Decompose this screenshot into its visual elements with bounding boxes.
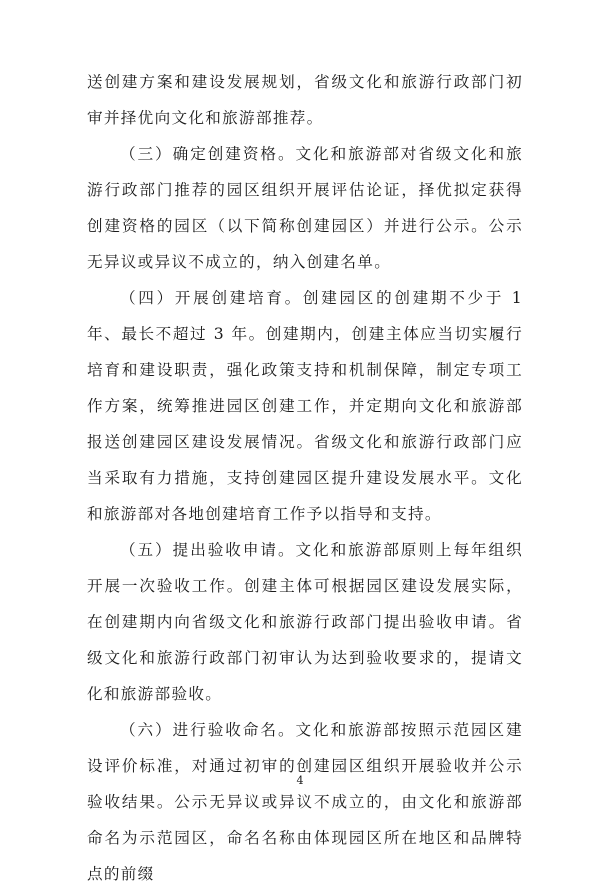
paragraph-continuation: 送创建方案和建设发展规划，省级文化和旅游行政部门初审并择优向文化和旅游部推荐。 [87, 73, 523, 127]
paragraph-cultivation: （四）开展创建培育。创建园区的创建期不少于 1 年、最长不超过 3 年。创建期内，创建主体应当切实履行培育和建设职责，强化政策支持和机制保障，制定专项工作方案，统筹推进园区创建工作，并定期向文化和旅游部报送创建园区建设发展情况。省级文化和旅游行政部门应当采取有力措施，支持创建园区提升建设发展水平。文化和旅游部对各地创建培育工作予以指导和支持。 [87, 289, 523, 523]
paragraph-acceptance-naming: （六）进行验收命名。文化和旅游部按照示范园区建设评价标准，对通过初审的创建园区组织开展验收并公示验收结果。公示无异议或异议不成立的，由文化和旅游部命名为示范园区，命名名称由体现园区所在地区和品牌特点的前缀 [87, 721, 523, 883]
paragraph-acceptance-application: （五）提出验收申请。文化和旅游部原则上每年组织开展一次验收工作。创建主体可根据园区建设发展实际，在创建期内向省级文化和旅游行政部门提出验收申请。省级文化和旅游行政部门初审认为达到验收要求的，提请文化和旅游部验收。 [87, 541, 523, 703]
document-body [87, 64, 523, 892]
page-number: 4 [296, 774, 304, 787]
paragraph-confirm-qualification: （三）确定创建资格。文化和旅游部对省级文化和旅游行政部门推荐的园区组织开展评估论证，择优拟定获得创建资格的园区（以下简称创建园区）并进行公示。公示无异议或异议不成立的，纳入创建名单。 [87, 145, 523, 271]
